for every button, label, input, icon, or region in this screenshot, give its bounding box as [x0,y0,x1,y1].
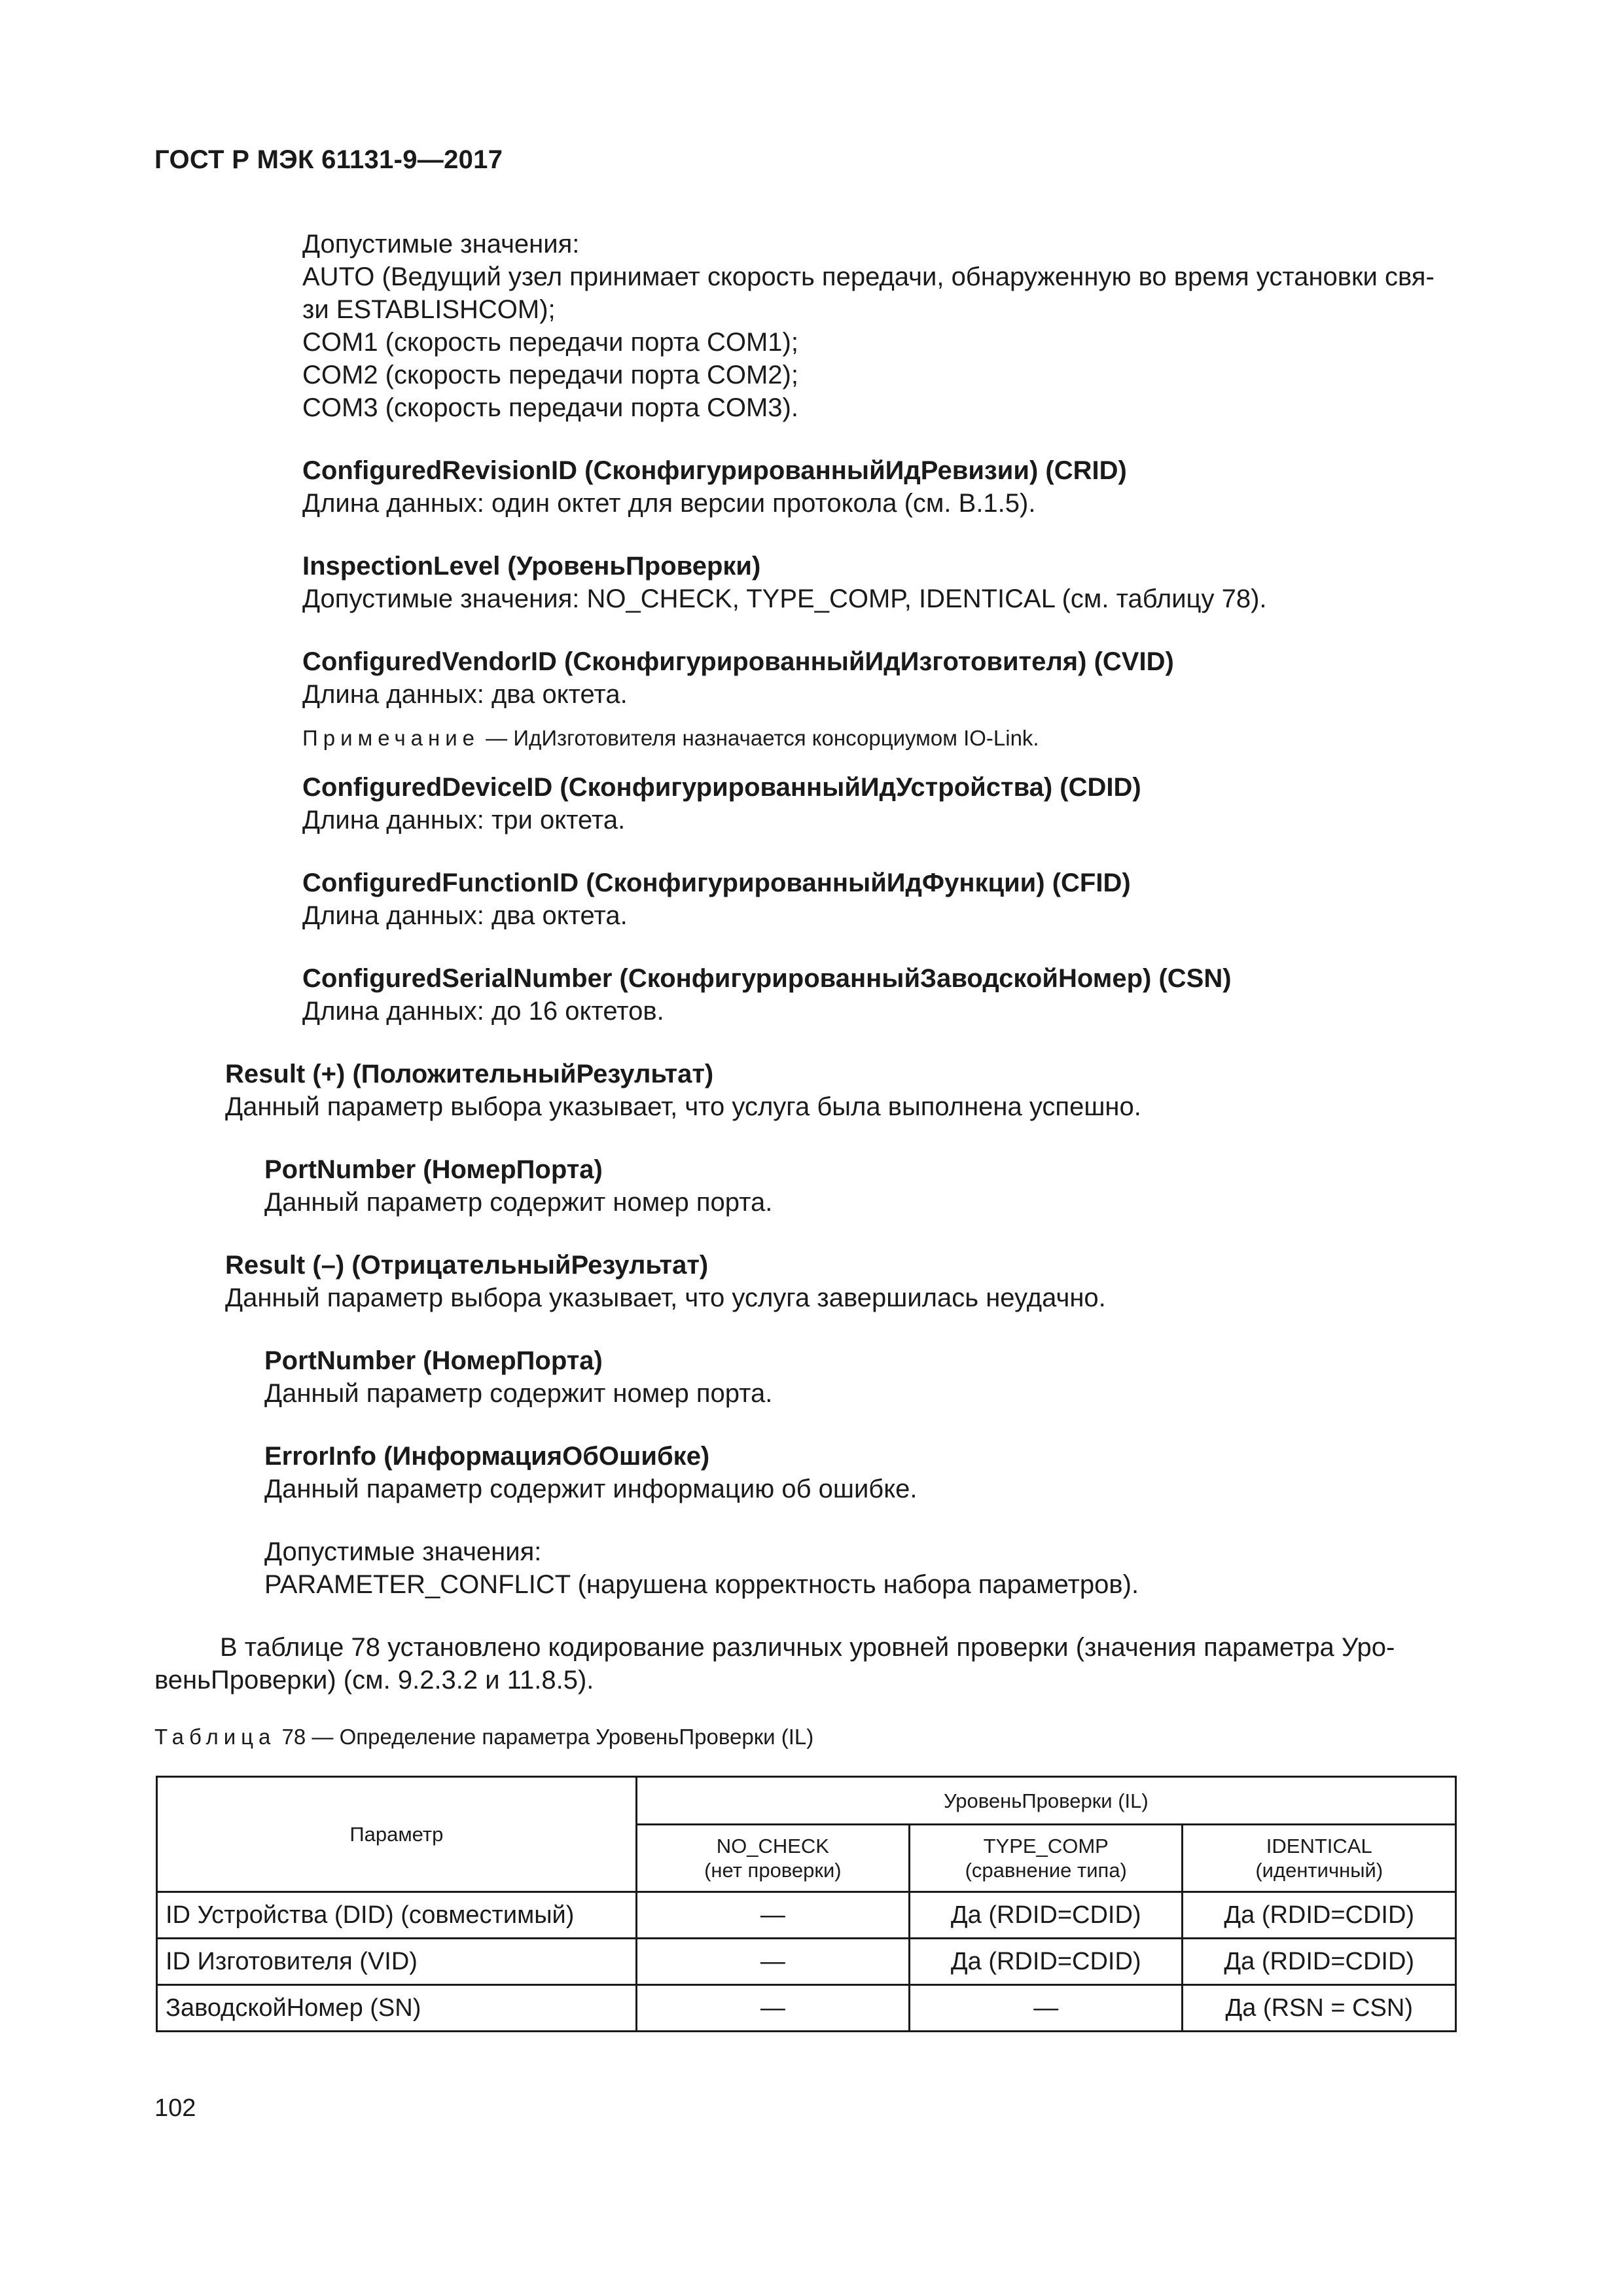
page-number: 102 [154,2094,196,2122]
column-header-identical [1183,1825,1456,1892]
section-text: Данный параметр содержит номер порта. [264,1379,773,1408]
table-cell: — [636,1892,909,1939]
section-title: ConfiguredRevisionID (СконфигурированныйИдРевизии) (CRID) [302,456,1127,485]
header-line: TYPE_COMP [983,1835,1109,1857]
body-paragraph [154,1631,1457,1696]
table-row [157,1939,1456,1985]
section-title: PortNumber (НомерПорта) [264,1155,603,1184]
text-line: PARAMETER_CONFLICT (нарушена корректность набора параметров). [264,1570,1139,1599]
section-text: Длина данных: один октет для версии протокола (см. B.1.5). [302,489,1036,518]
note [302,725,1039,751]
header-line: NO_CHECK [716,1835,829,1857]
table-cell: Да (RDID=CDID) [1183,1939,1456,1985]
paragraph-line: веньПроверки) (см. 9.2.3.2 и 11.8.5). [154,1666,594,1695]
section-text: Данный параметр выбора указывает, что услуга была выполнена успешно. [225,1092,1141,1121]
text-line: COM1 (скорость передачи порта COM1); [302,328,798,357]
column-header-param: Параметр [157,1777,637,1892]
table-caption [154,1724,813,1750]
inspection-level-section [302,550,1267,615]
section-text: Данный параметр содержит информацию об ошибке. [264,1475,918,1503]
section-title: InspectionLevel (УровеньПроверки) [302,552,761,581]
section-text: Длина данных: два октета. [302,680,628,709]
table-row [157,1892,1456,1939]
header-line: (нет проверки) [704,1859,842,1882]
section-text: Длина данных: три октета. [302,806,626,834]
table-cell: Да (RDID=CDID) [1183,1892,1456,1939]
note-text: — ИдИзготовителя назначается консорциумом IO-Link. [480,726,1039,750]
paragraph-line: В таблице 78 установлено кодирование различных уровней проверки (значения параметра Уро- [220,1633,1395,1662]
text-line: зи ESTABLISHCOM); [302,295,556,324]
section-text: Данный параметр содержит номер порта. [264,1188,773,1217]
error-info-section [264,1440,918,1505]
table-row [157,1985,1456,2032]
text-line: Допустимые значения: [264,1537,542,1566]
table-cell: Да (RDID=CDID) [910,1939,1183,1985]
note-label: Примечание [302,726,480,750]
table-cell: — [910,1985,1183,2032]
section-text: Допустимые значения: NO_CHECK, TYPE_COMP, IDENTICAL (см. таблицу 78). [302,584,1267,613]
document-header: ГОСТ Р МЭК 61131-9—2017 [154,145,503,174]
table-cell: Да (RDID=CDID) [910,1892,1183,1939]
header-line: IDENTICAL [1266,1835,1372,1857]
text-line: AUTO (Ведущий узел принимает скорость передачи, обнаруженную во время установки свя- [302,262,1435,291]
cfid-section [302,867,1131,932]
table-cell: ID Устройства (DID) (совместимый) [157,1892,637,1939]
table-caption-label: Таблица [154,1725,276,1749]
section-text: Данный параметр выбора указывает, что услуга завершилась неудачно. [225,1283,1106,1312]
result-negative-section [225,1249,1106,1314]
section-title: Result (–) (ОтрицательныйРезультат) [225,1251,709,1280]
table-cell: Да (RSN = CSN) [1183,1985,1456,2032]
crid-section [302,454,1127,520]
section-text: Длина данных: до 16 октетов. [302,997,664,1026]
text-line: COM3 (скорость передачи порта COM3). [302,393,798,422]
cvid-section [302,645,1174,711]
cdid-section [302,771,1141,836]
table-cell: ЗаводскойНомер (SN) [157,1985,637,2032]
section-title: ConfiguredFunctionID (СконфигурированныйИдФункции) (CFID) [302,869,1131,897]
text-line: COM2 (скорость передачи порта COM2); [302,361,798,389]
section-title: ConfiguredSerialNumber (СконфигурированныйЗаводскойНомер) (CSN) [302,964,1232,993]
section-text: Длина данных: два октета. [302,901,628,930]
column-header-no-check [636,1825,909,1892]
section-title: Result (+) (ПоложительныйРезультат) [225,1060,714,1088]
column-group-header: УровеньПроверки (IL) [636,1777,1455,1825]
port-number-section [264,1153,772,1219]
header-line: (идентичный) [1255,1859,1383,1882]
section-title: PortNumber (НомерПорта) [264,1346,603,1375]
section-title: ConfiguredDeviceID (СконфигурированныйИдУстройства) (CDID) [302,773,1141,802]
csn-section [302,962,1232,1028]
port-number-section [264,1344,772,1410]
error-allowed-values [264,1535,1139,1601]
section-title: ErrorInfo (ИнформацияОбОшибке) [264,1442,710,1471]
inspection-level-table [156,1776,1457,2032]
allowed-values-block [302,228,1435,424]
result-positive-section [225,1058,1141,1123]
table-cell: — [636,1985,909,2032]
column-header-type-comp [910,1825,1183,1892]
table-cell: — [636,1939,909,1985]
table-caption-text: 78 — Определение параметра УровеньПроверки (IL) [276,1725,814,1749]
table-header-row [157,1777,1456,1825]
table-cell: ID Изготовителя (VID) [157,1939,637,1985]
header-line: (сравнение типа) [965,1859,1127,1882]
text-line: Допустимые значения: [302,230,580,259]
section-title: ConfiguredVendorID (СконфигурированныйИдИзготовителя) (CVID) [302,647,1174,676]
